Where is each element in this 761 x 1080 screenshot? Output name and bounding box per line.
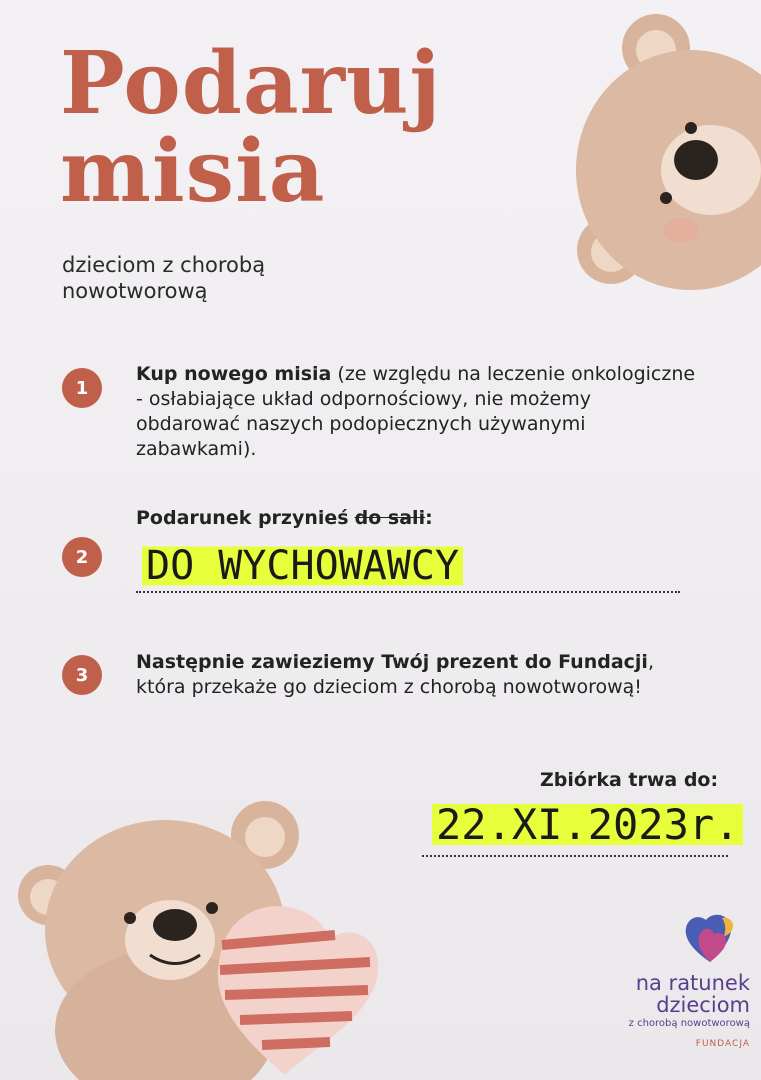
title-line-1: Podaruj — [60, 33, 442, 134]
step-3-bold: Następnie zawieziemy Twój prezent do Fundacji — [136, 651, 648, 673]
foundation-logo-icon — [682, 912, 738, 964]
step-2-handwritten-text: DO WYCHOWAWCY — [142, 543, 463, 589]
collection-date-text: 22.XI.2023r. — [432, 800, 743, 849]
step-2-dotted-line — [136, 591, 680, 593]
step-3-text — [136, 650, 706, 700]
step-2-bold: Podarunek przynieś — [136, 507, 349, 529]
step-2-handwritten — [142, 542, 463, 590]
logo-line-4: FUNDACJA — [695, 1039, 750, 1049]
step-3-number: 3 — [62, 655, 102, 695]
title-line-2: misia — [60, 121, 326, 222]
foundation-logo — [590, 972, 750, 1049]
logo-line-3: z chorobą nowotworową — [628, 1018, 750, 1029]
logo-line-2: dzieciom — [656, 993, 750, 1017]
collection-label: Zbiórka trwa do: — [540, 769, 719, 791]
logo-line-1: na ratunek — [635, 971, 750, 995]
collection-date — [432, 795, 743, 855]
step-1-rest: (ze względu na leczenie onkologiczne - osłabiające układ odpornościowy, nie możemy obdarować naszych podopiecznych używanymi zabawkami). — [136, 363, 696, 460]
step-1-number: 1 — [62, 368, 102, 408]
step-2-struck: do sali — [354, 507, 426, 529]
teddy-bear-top-icon — [561, 0, 761, 330]
collection-dotted-line — [422, 855, 728, 857]
step-1-bold: Kup nowego misia — [136, 363, 332, 385]
step-1-text — [136, 362, 696, 462]
teddy-bear-heart-icon — [0, 790, 400, 1080]
page-title — [60, 33, 442, 222]
step-2-colon: : — [425, 507, 433, 529]
subtitle: dzieciom z chorobą nowotworową — [62, 253, 266, 303]
step-2-label — [136, 506, 433, 531]
step-2-number: 2 — [62, 537, 102, 577]
step-3-rest: , która przekaże go dzieciom z chorobą nowotworową! — [136, 651, 654, 698]
